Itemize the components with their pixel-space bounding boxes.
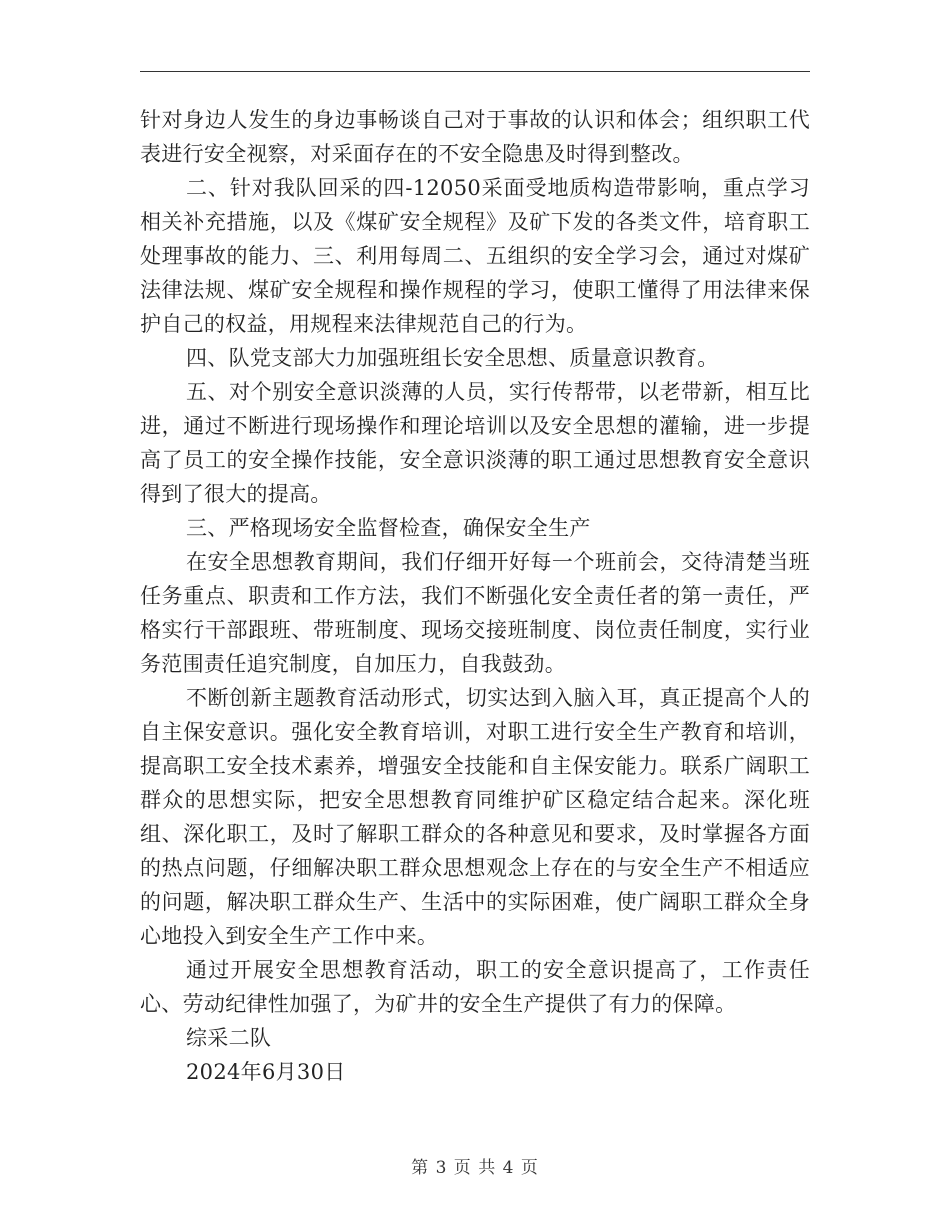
paragraph-section-2: 二、针对我队回采的四-12050采面受地质构造带影响，重点学习相关补充措施，以及《煤矿安全规程》及矿下发的各类文件，培育职工处理事故的能力、三、利用每周二、五组织的安全学习会，通过对煤矿法律法规、煤矿安全规程和操作规程的学习，使职工懂得了用法律来保护自己的权益，用规程来法律规范自己的行为。 (140, 176, 810, 336)
paragraph-section-4: 四、队党支部大力加强班组长安全思想、质量意识教育。 (186, 346, 719, 370)
document-body (140, 103, 810, 1089)
section-heading-3: 三、严格现场安全监督检查，确保安全生产 (186, 516, 591, 540)
document-date: 2024年6月30日 (186, 1060, 346, 1084)
paragraph-innovation: 不断创新主题教育活动形式，切实达到入脑入耳，真正提高个人的自主保安意识。强化安全教育培训，对职工进行安全生产教育和培训，提高职工安全技术素养，增强安全技能和自主保安能力。联系广阔职工群众的思想实际，把安全思想教育同维护矿区稳定结合起来。深化班组、深化职工，及时了解职工群众的各种意见和要求，及时掌握各方面的热点问题，仔细解决职工群众思想观念上存在的与安全生产不相适应的问题，解决职工群众生产、生活中的实际困难，使广阔职工群众全身心地投入到安全生产工作中来。 (140, 686, 810, 948)
paragraph-conclusion: 通过开展安全思想教育活动，职工的安全意识提高了，工作责任心、劳动纪律性加强了，为矿井的安全生产提供了有力的保障。 (140, 958, 810, 1016)
signature: 综采二队 (186, 1026, 272, 1050)
paragraph-education-period: 在安全思想教育期间，我们仔细开好每一个班前会，交待清楚当班任务重点、职责和工作方法，我们不断强化安全责任者的第一责任，严格实行干部跟班、带班制度、现场交接班制度、岗位责任制度，实行业务范围责任追究制度，自加压力，自我鼓劲。 (140, 550, 810, 676)
paragraph-continuation: 针对身边人发生的身边事畅谈自己对于事故的认识和体会；组织职工代表进行安全视察，对采面存在的不安全隐患及时得到整改。 (140, 108, 810, 166)
page-number: 第 3 页 共 4 页 (411, 1158, 539, 1178)
paragraph-section-5: 五、对个别安全意识淡薄的人员，实行传帮带，以老带新，相互比进，通过不断进行现场操作和理论培训以及安全思想的灌输，进一步提高了员工的安全操作技能，安全意识淡薄的职工通过思想教育安全意识得到了很大的提高。 (140, 380, 810, 506)
header-rule (140, 71, 810, 72)
